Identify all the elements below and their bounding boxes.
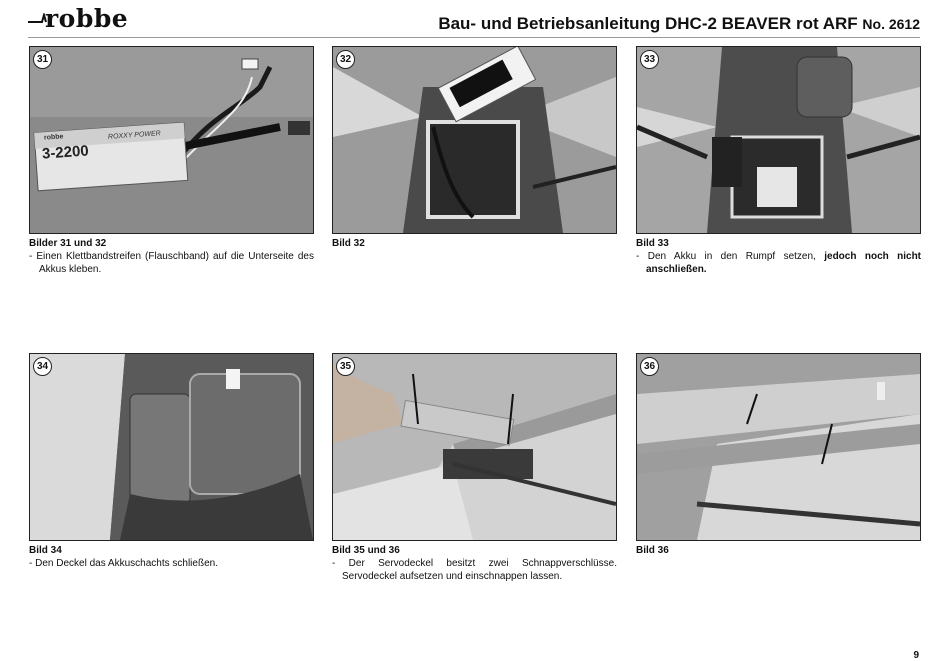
photo-31 (29, 46, 314, 234)
caption-text: - Einen Klettbandstreifen (Flauschband) auf die Unterseite des Akkus kleben. (29, 251, 314, 275)
caption-heading: Bild 36 (636, 545, 669, 556)
photo-number-badge: 31 (33, 50, 52, 69)
photo-35 (332, 353, 617, 541)
photo-number-badge: 35 (336, 357, 355, 376)
caption-text: - Den Deckel das Akkuschachts schließen. (29, 558, 218, 569)
photo-number-badge: 32 (336, 50, 355, 69)
photo-33 (636, 46, 921, 234)
caption-text: - Den Akku in den Rumpf setzen, jedoch noch nicht anschließen. (636, 251, 922, 275)
caption-36 (636, 544, 921, 557)
caption-heading: Bild 35 und 36 (332, 545, 400, 556)
page-title: Bau- und Betriebsanleitung DHC-2 BEAVER rot ARF No. 2612 (438, 14, 920, 33)
photo-36 (636, 353, 921, 541)
caption-heading: Bild 32 (332, 238, 365, 249)
caption-33 (636, 237, 921, 276)
caption-32 (332, 237, 617, 250)
photo-32 (332, 46, 617, 234)
photo-number-badge: 34 (33, 357, 52, 376)
brand-logo: robbe (45, 4, 129, 33)
battery-brand: robbe (43, 133, 64, 142)
caption-35 (332, 544, 617, 583)
photo-number-badge: 33 (640, 50, 659, 69)
battery-line: ROXXY POWER (107, 130, 161, 141)
caption-heading: Bilder 31 und 32 (29, 238, 107, 249)
caption-text: - Der Servodeckel besitzt zwei Schnappverschlüsse. Servodeckel aufsetzen und einschnappen lassen. (332, 558, 618, 582)
caption-31 (29, 237, 314, 276)
photo-34 (29, 353, 314, 541)
caption-heading: Bild 33 (636, 238, 669, 249)
caption-34 (29, 544, 314, 570)
page-number: 9 (913, 650, 919, 661)
battery-label: 3-2200 (41, 142, 90, 163)
photo-number-badge: 36 (640, 357, 659, 376)
header-divider (28, 37, 920, 38)
caption-heading: Bild 34 (29, 545, 62, 556)
